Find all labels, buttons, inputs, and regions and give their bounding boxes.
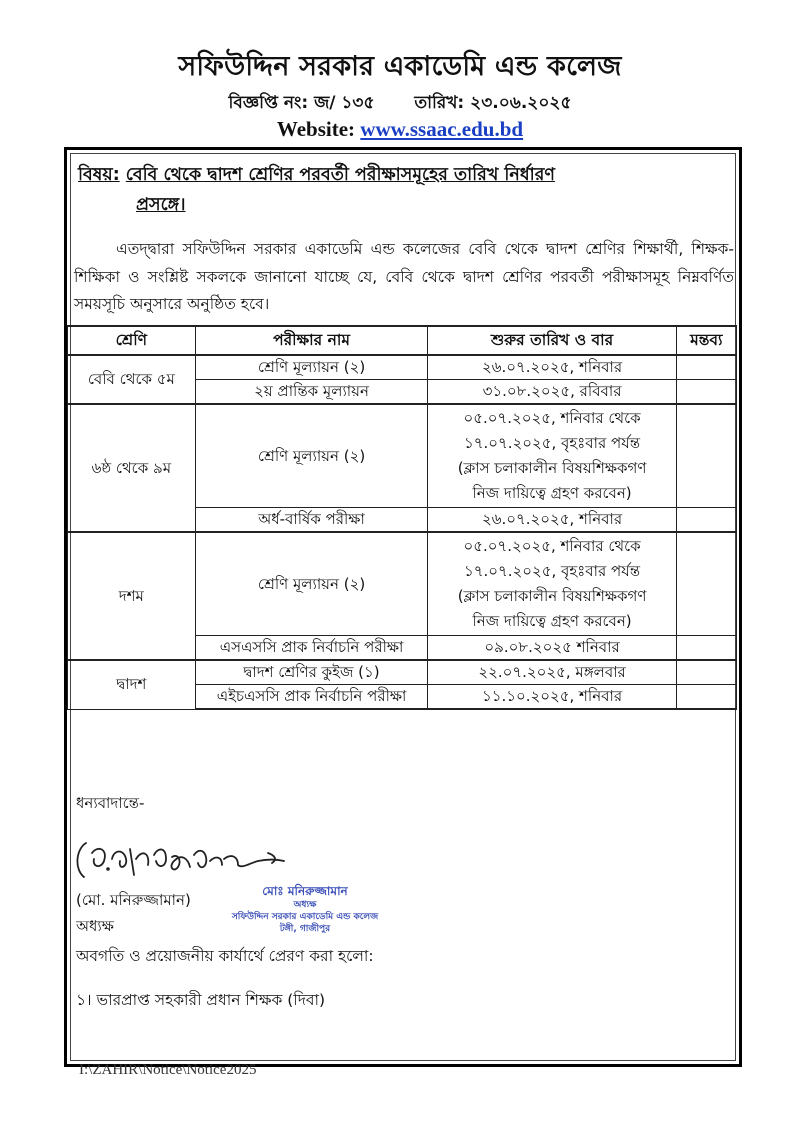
remarks-cell [676,532,736,636]
signatory-role: অধ্যক্ষ [76,917,114,935]
remarks-cell [676,660,736,685]
remarks-cell [676,508,736,533]
exam-name-cell: এইচএসসি প্রাক নির্বাচনি পরীক্ষা [195,685,428,710]
stamp-institution: সফিউদ্দিন সরকার একাডেমি এন্ড কলেজ [231,912,379,922]
remarks-cell [676,636,736,661]
exam-name-cell: শ্রেণি মূল্যায়ন (২) [195,355,428,380]
class-cell: দশম [68,532,196,660]
remarks-cell [676,404,736,508]
date-line: নিজ দায়িত্বে গ্রহণ করবেন) [472,612,632,630]
website-link[interactable]: www.ssaac.edu.bd [360,117,524,141]
table-row [68,532,737,636]
signature-image [72,835,292,885]
table-row [68,404,737,508]
date-line: ১৭.০৭.২০২৫, বৃহঃবার পর্যন্ত [463,562,641,580]
recipient-1: ১। ভারপ্রাপ্ত সহকারী প্রধান শিক্ষক (দিবা) [76,991,326,1009]
file-path: I:\ZAHIR\Notice\Notice2025 [79,1062,257,1078]
header-exam-name: পরীক্ষার নাম [195,326,428,355]
date-line: (ক্লাস চলাকালীন বিষয়শিক্ষকগণ [457,459,647,477]
subject-line-1: বেবি থেকে দ্বাদশ শ্রেণির পরবর্তী পরীক্ষাসমূহের তারিখ নির্ধারণ [125,165,555,185]
memo-label: বিজ্ঞপ্তি নং: [228,93,309,113]
date-cell [428,404,676,508]
date-label: তারিখ: [414,93,465,113]
stamp-role: অধ্যক্ষ [293,900,317,910]
date-line: ১৭.০৭.২০২৫, বৃহঃবার পর্যন্ত [463,434,641,452]
signatory-name: (মো. মনিরুজ্জামান) [76,891,191,909]
date-line: ০৯.০৮.২০২৫ শনিবার [484,638,620,656]
body-text: এতদ্দ্বারা সফিউদ্দিন সরকার একাডেমি এন্ড কলেজের বেবি থেকে দ্বাদশ শ্রেণির শিক্ষার্থী, শিক্ষক-শিক্ষিকা ও সংশ্লিষ্ট সকলকে জানানো যাচ্ছে যে, বেবি থেকে দ্বাদশ শ্রেণির পরবর্তী পরীক্ষাসমূহ নিম্নবর্ণিত সময়সূচি অনুসারে অনুষ্ঠিত হবে। [74,240,734,313]
website-line [0,117,800,142]
subject-label: বিষয়: [78,165,120,185]
stamp-name: মোঃ মনিরুজ্জামান [262,884,348,898]
date-line: (ক্লাস চলাকালীন বিষয়শিক্ষকগণ [457,587,647,605]
date-cell [428,380,676,405]
date-line: ২৬.০৭.২০২৫, শনিবার [481,510,623,528]
header-class: শ্রেণি [68,326,196,355]
date-line: নিজ দায়িত্বে গ্রহণ করবেন) [472,484,632,502]
table-row [68,355,737,380]
official-stamp [200,884,410,935]
website-label: Website: [276,117,356,141]
exam-name-cell: এসএসসি প্রাক নির্বাচনি পরীক্ষা [195,636,428,661]
closing-text: ধন্যবাদান্তে- [76,794,145,812]
memo-line [0,90,800,118]
date-cell [428,532,676,636]
exam-name-cell: ২য় প্রান্তিক মূল্যায়ন [195,380,428,405]
table-row [68,660,737,685]
date-cell [428,508,676,533]
date-cell [428,660,676,685]
remarks-cell [676,355,736,380]
date-line: ২৬.০৭.২০২৫, শনিবার [481,358,623,376]
subject [78,160,733,220]
date-line: ০৫.০৭.২০২৫, শনিবার থেকে [463,537,641,555]
class-cell: বেবি থেকে ৫ম [68,355,196,404]
stamp-location: টঙ্গী, গাজীপুর [279,924,331,934]
exam-name-cell: দ্বাদশ শ্রেণির কুইজ (১) [195,660,428,685]
date-cell [428,636,676,661]
exam-name-cell: শ্রেণি মূল্যায়ন (২) [195,532,428,636]
date-line: ২২.০৭.২০২৫, মঙ্গলবার [478,663,626,681]
institution-title: সফিউদ্দিন সরকার একাডেমি এন্ড কলেজ [178,51,622,82]
date-cell [428,355,676,380]
class-cell: দ্বাদশ [68,660,196,709]
date-line: ৩১.০৮.২০২৫, রবিবার [482,382,622,400]
exam-name-cell: শ্রেণি মূল্যায়ন (২) [195,404,428,508]
header-start-date: শুরুর তারিখ ও বার [428,326,676,355]
forwarding-text: অবগতি ও প্রয়োজনীয় কার্যার্থে প্রেরণ করা হলো: [76,947,374,965]
table-header-row [68,326,737,355]
date-line: ১১.১০.২০২৫, শনিবার [482,687,623,705]
header-remarks: মন্তব্য [676,326,736,355]
exam-schedule-table [67,325,737,710]
subject-line-2: প্রসঙ্গে। [136,195,186,215]
remarks-cell [676,685,736,710]
exam-name-cell: অর্ধ-বার্ষিক পরীক্ষা [195,508,428,533]
memo-number: জ/ ১৩৫ [314,93,375,113]
date-line: ০৫.০৭.২০২৫, শনিবার থেকে [463,409,641,427]
remarks-cell [676,380,736,405]
date-cell [428,685,676,710]
body-paragraph [74,236,734,319]
memo-date: ২৩.০৬.২০২৫ [470,93,572,113]
class-cell: ৬ষ্ঠ থেকে ৯ম [68,404,196,532]
